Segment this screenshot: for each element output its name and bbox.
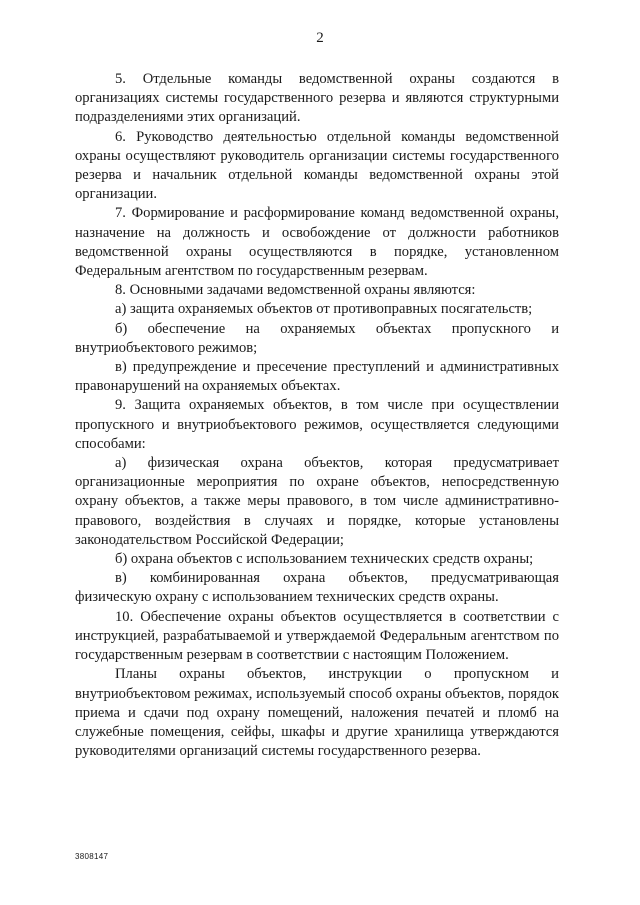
paragraph-7: 7. Формирование и расформирование команд ведомственной охраны, назначение на должность и освобождение от должности работников ведомственной охраны осуществляются в порядке, установленном Федеральным агентством по государственным резервам. [75, 205, 559, 280]
paragraph-9a: а) физическая охрана объектов, которая предусматривает организационные мероприятия по охране объектов, непосредственную охрану объектов, а также меры правового, в том числе административно-правового, воздействия в случаях и порядке, которые установлены законодательством Российской Федерации; [75, 455, 559, 548]
paragraph-10-plans: Планы охраны объектов, инструкции о пропускном и внутриобъектовом режимах, используемый способ охраны объектов, порядок приема и сдачи под охрану помещений, наложения печатей и пломб на служебные помещения, сейфы, шкафы и другие хранилища утверждаются руководителями организаций системы государственного резерва. [75, 666, 559, 760]
paragraph-8b: б) обеспечение на охраняемых объектах пропускного и внутриобъектового режимов; [75, 320, 559, 356]
paragraph-8: 8. Основными задачами ведомственной охраны являются: [115, 282, 476, 299]
page-number: 2 [316, 30, 324, 46]
paragraph-5: 5. Отдельные команды ведомственной охраны создаются в организациях системы государственного резерва и являются структурными подразделениями этих организаций. [75, 71, 559, 126]
paragraph-6: 6. Руководство деятельностью отдельной команды ведомственной охраны осуществляют руководитель организации системы государственного резерва и начальник отдельной команды ведомственной охраны этой организации. [75, 128, 559, 203]
paragraph-9c: в) комбинированная охрана объектов, предусматривающая физическую охрану с использованием технических средств охраны. [75, 570, 559, 606]
paragraph-9b: б) охрана объектов с использованием технических средств охраны; [115, 551, 534, 568]
document-code: 3808147 [75, 852, 109, 861]
paragraph-8a: а) защита охраняемых объектов от противоправных посягательств; [115, 301, 533, 318]
document-body [75, 70, 559, 761]
paragraph-9: 9. Защита охраняемых объектов, в том числе при осуществлении пропускного и внутриобъектового режимов, осуществляется следующими способами: [75, 397, 559, 452]
paragraph-8c: в) предупреждение и пресечение преступлений и административных правонарушений на охраняемых объектах. [75, 359, 559, 395]
paragraph-10: 10. Обеспечение охраны объектов осуществляется в соответствии с инструкцией, разрабатываемой и утверждаемой Федеральным агентством по государственным резервам в соответствии с настоящим Положением. [75, 608, 559, 664]
